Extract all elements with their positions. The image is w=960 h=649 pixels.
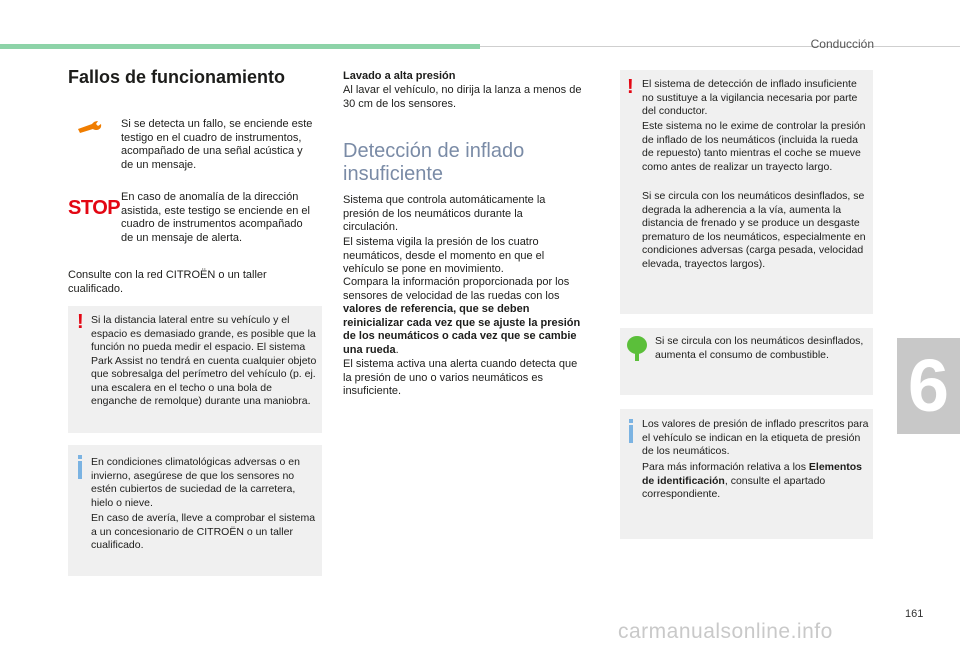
section-title-tpms	[343, 140, 524, 186]
tpms-p3	[343, 276, 593, 357]
consult-text: Consulte con la red CITROËN o un taller cualificado.	[68, 269, 267, 295]
info-pressure-text-2	[642, 461, 870, 502]
warning-icon: !	[77, 311, 84, 333]
tpms-p3-bold: valores de referencia, que se deben reinicializar cada vez que se ajuste la presión de los neumáticos o cada vez que se cambie una rueda	[343, 303, 581, 356]
chapter-tab: 6	[897, 338, 960, 434]
chapter-title: Conducción	[810, 37, 874, 51]
info-pressure-text-1: Los valores de presión de inflado prescritos para el vehículo se indican en la etiqueta de presión de los neumáticos.	[642, 418, 869, 457]
info-box-text-1: En condiciones climatológicas adversas o en invierno, asegúrese de que los sensores no estén cubiertos de suciedad de la carretera, hielo o nieve.	[91, 456, 300, 509]
warning-icon: !	[627, 76, 634, 98]
tpms-warn-1: El sistema de detección de inflado insuficiente no sustituye a la vigilancia necesaria por parte del conductor.	[642, 78, 858, 117]
info-pressure-bold: Elementos de identificación	[642, 461, 863, 487]
tpms-warn-2: Este sistema no le exime de controlar la presión de inflado de los neumáticos (incluida la rueda de repuesto) tanto mientras el coche se mueve como antes de realizar un trayecto largo.	[642, 120, 866, 173]
section-title-faults: Fallos de funcionamiento	[68, 67, 286, 87]
wrench-text: Si se detecta un fallo, se enciende este testigo en el cuadro de instrumentos, acompañado de una señal acústica y de un mensaje.	[121, 118, 313, 171]
tpms-p3-end: .	[395, 343, 399, 356]
info-pressure-pre: Para más información relativa a los	[642, 461, 809, 473]
warning-box-text: Si la distancia lateral entre su vehículo y el espacio es demasiado grande, es posible que la función no pueda medir el espacio. El sistema Park Assist no tendrá en cuenta cualquier objeto que sobresalga del perímetro del vehículo (p. ej. una escalera en el techo o una bola de enganche de remolque) durante una maniobra.	[91, 314, 317, 407]
wash-text: Al lavar el vehículo, no dirija la lanza a menos de 30 cm de los sensores.	[343, 84, 582, 110]
page-number: 161	[905, 608, 924, 620]
tpms-p2: El sistema vigila la presión de los cuatro neumáticos, desde el momento en que el vehículo se pone en movimiento.	[343, 236, 545, 275]
stop-icon: STOP	[68, 197, 121, 219]
header-rule	[480, 46, 960, 47]
header-accent-bar	[0, 44, 480, 49]
watermark: carmanualsonline.info	[618, 620, 833, 643]
tpms-p4: El sistema activa una alerta cuando detecta que la presión de uno o varios neumáticos es insuficiente.	[343, 358, 578, 397]
wrench-icon	[76, 120, 104, 134]
info-icon	[75, 455, 84, 479]
tpms-p3-text: Compara la información proporcionada por los sensores de velocidad de las ruedas con los	[343, 276, 570, 302]
eco-text: Si se circula con los neumáticos desinflados, aumenta el consumo de combustible.	[655, 335, 864, 361]
info-icon	[626, 419, 635, 443]
stop-text: En caso de anomalía de la dirección asistida, este testigo se enciende en el cuadro de instrumentos acompañado de un mensaje de alerta.	[121, 191, 310, 244]
tree-icon	[626, 334, 648, 362]
tpms-warn-3: Si se circula con los neumáticos desinflados, se degrada la adherencia a la vía, aumenta la distancia de frenado y se produce un desgaste prematuro de los neumáticos, especialmente en condiciones adversas (carga pesada, velocidad elevada, trayectos largos).	[642, 190, 866, 270]
info-pressure-post: , consulte el apartado correspondiente.	[642, 474, 826, 500]
section-title-line2: insuficiente	[343, 163, 444, 185]
section-title-line1: Detección de inflado	[343, 140, 525, 162]
wash-title: Lavado a alta presión	[343, 70, 456, 82]
info-box-text-2: En caso de avería, lleve a comprobar el sistema a un concesionario de CITROËN o un taller cualificado.	[91, 512, 316, 551]
tpms-p1: Sistema que controla automáticamente la presión de los neumáticos durante la circulación.	[343, 194, 546, 233]
